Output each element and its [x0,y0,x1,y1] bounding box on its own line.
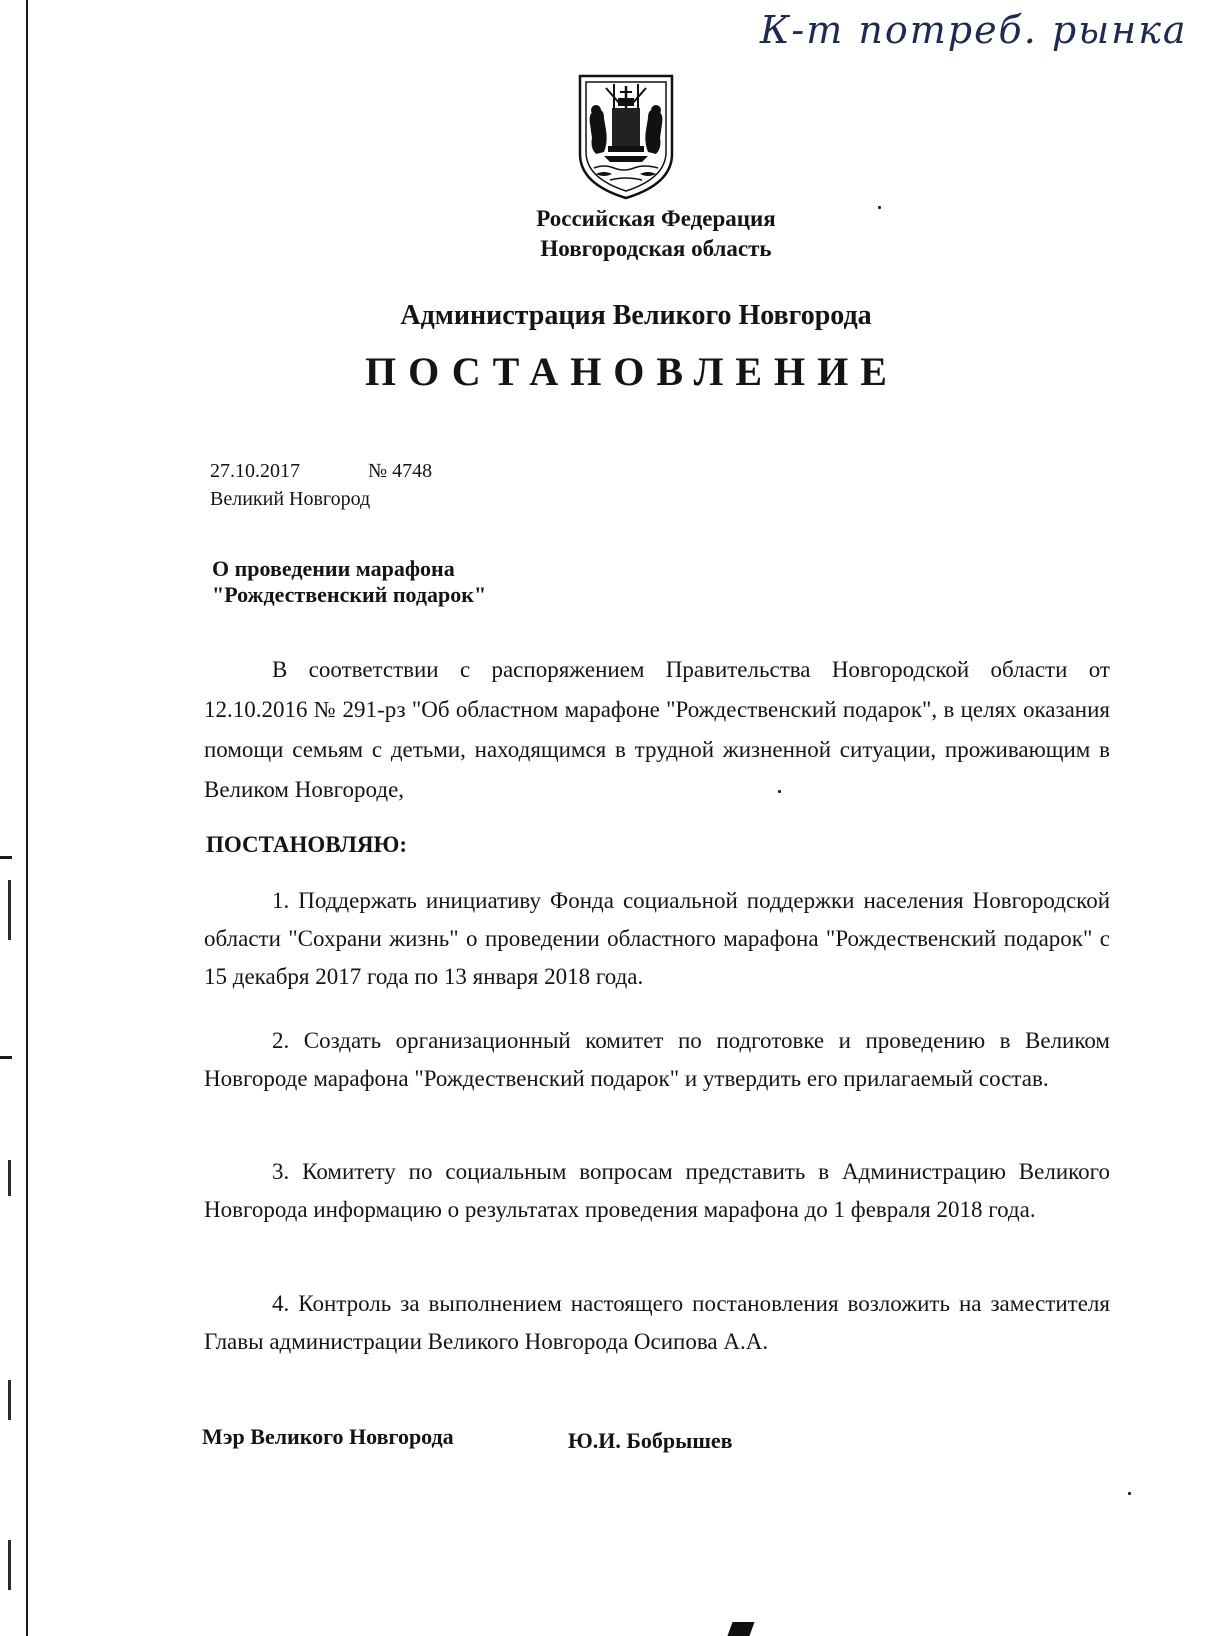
decree-item: 1. Поддержать инициативу Фонда социальной поддержки населения Новгородской области "Сохрани жизнь" о проведении областного марафона "Рождественский подарок" с 15 декабря 2017 года по 13 января 2018 года. [204,888,1110,989]
signatory-title: Мэр Великого Новгорода [202,1424,454,1449]
scan-edge-mark [0,1056,12,1059]
subject-line: "Рождественский подарок" [212,582,487,607]
scan-edge-mark [8,1380,11,1420]
decree-item: 4. Контроль за выполнением настоящего постановления возложить на заместителя Главы администрации Великого Новгорода Осипова А.А. [204,1291,1110,1354]
scan-edge-line [26,0,28,1636]
region-name: Новгородская область [540,236,772,261]
scan-edge-mark [0,856,12,859]
document-number: № 4748 [368,460,433,482]
scan-edge-mark [8,1540,11,1590]
scan-speck [1128,1492,1131,1495]
coat-of-arms-emblem [574,72,678,202]
subject-line: О проведении марафона [212,556,455,581]
scan-edge-mark [8,880,11,940]
document-city: Великий Новгород [210,488,371,510]
signatory-name: Ю.И. Бобрышев [568,1428,733,1453]
document-date: 27.10.2017 [210,460,300,482]
intro-paragraph: В соответствии с распоряжением Правительства Новгородской области от 12.10.2016 № 291-рз "Об областном марафоне "Рождественский подарок", в целях оказания помощи семьям с детьми, находящимся в трудной жизненной ситуации, проживающим в Великом Новгороде, [204,657,1110,802]
handwritten-note: К-т потреб. рынка [760,8,1188,52]
authority-name: Администрация Великого Новгорода [400,300,872,331]
decree-heading: ПОСТАНОВЛЯЮ: [206,832,408,857]
document-type-title: ПОСТАНОВЛЕНИЕ [365,349,899,394]
scan-bottom-mark [727,1622,754,1636]
decree-item: 2. Создать организационный комитет по подготовке и проведению в Великом Новгороде марафона "Рождественский подарок" и утвердить его прилагаемый состав. [204,1028,1110,1091]
decree-item: 3. Комитету по социальным вопросам представить в Администрацию Великого Новгорода информацию о результатах проведения марафона до 1 февраля 2018 года. [204,1159,1110,1222]
scan-edge-mark [8,1160,11,1196]
country-name: Российская Федерация [536,206,776,231]
